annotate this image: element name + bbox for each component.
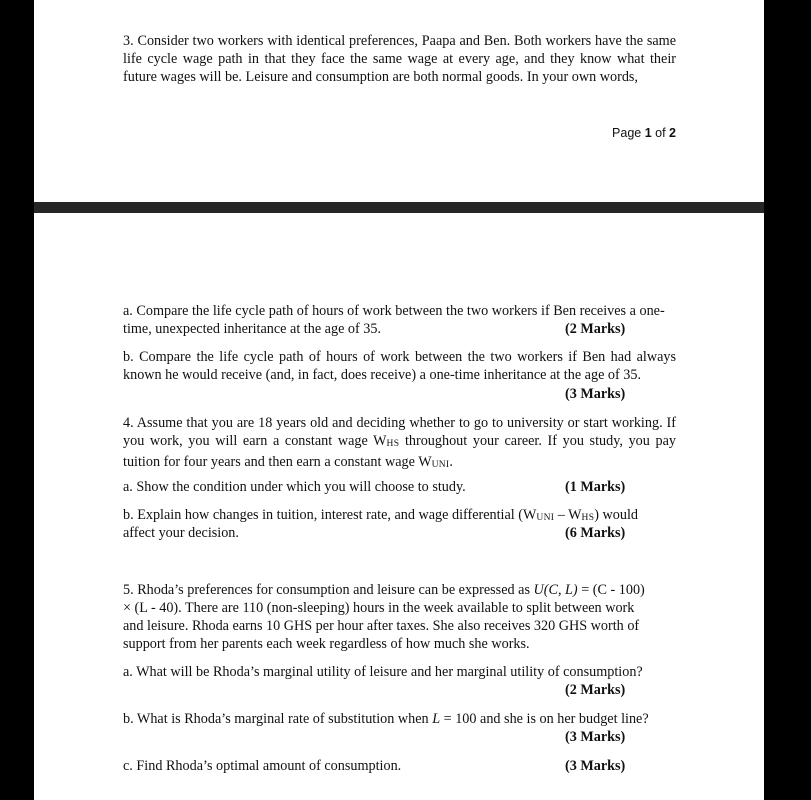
question-5-line4: support from her parents each week regardless of how much she works. — [123, 636, 530, 652]
question-5a-text: a. What will be Rhoda’s marginal utility of leisure and her marginal utility of consumption? — [123, 664, 643, 680]
page-footer — [612, 126, 676, 140]
question-4b-line1: b. Explain how changes in tuition, interest rate, and wage differential $(W_{UNI} - W_{HS})$ would — [123, 507, 639, 523]
document-page-1 — [34, 0, 764, 202]
question-3-intro: 3. Consider two workers with identical preferences, Paapa and Ben. Both workers have the same life cycle wage path in that they face the same wage at every age, and they know what their future wages will be. Leisure and consumption are both normal goods. In your own words, — [123, 33, 676, 86]
page-current: 1 — [644, 126, 652, 140]
page-total: 2 — [669, 126, 676, 140]
question-4-text: 4. Assume that you are 18 years old and deciding whether to go to university or start working. If you work, you will earn a constant wage $W_{HS}$ throughout your career. If you study, you pay tuition for four years and then earn a constant wage $W_{UNI}$. — [123, 415, 676, 471]
question-3b-marks: (3 Marks) — [565, 386, 626, 402]
question-3b-text: b. Compare the life cycle path of hours of work between the two workers if Ben had always known he would receive (and, in fact, does receive) a one-time inheritance at the age of 35. — [123, 349, 676, 384]
question-4a-marks: (1 Marks) — [565, 479, 626, 495]
question-5-line3: and leisure. Rhoda earns 10 GHS per hour after taxes. She also receives 320 GHS worth of — [123, 618, 640, 634]
question-3a-marks: (2 Marks) — [565, 321, 626, 337]
question-5-line1: 5. Rhoda’s preferences for consumption and leisure can be expressed as U(C, L) = (C - 100) — [123, 582, 645, 598]
question-3a-line1: a. Compare the life cycle path of hours of work between the two workers if Ben receives a one- — [123, 303, 665, 319]
page-footer-prefix: Page — [612, 126, 645, 140]
question-5b-marks: (3 Marks) — [565, 729, 626, 745]
question-4a-text: a. Show the condition under which you will choose to study. — [123, 479, 466, 495]
page-separator — [34, 202, 764, 213]
question-5-line2: × (L - 40). There are 110 (non-sleeping) hours in the week available to split between work — [123, 600, 635, 616]
question-5a-marks: (2 Marks) — [565, 682, 626, 698]
question-3a-line2: time, unexpected inheritance at the age of 35. — [123, 321, 382, 337]
subscript-uni: UNI — [431, 460, 450, 471]
question-4b-line2: affect your decision. — [123, 525, 239, 541]
subscript-hs: HS — [386, 439, 400, 450]
question-4b-marks: (6 Marks) — [565, 525, 626, 541]
question-5c-marks: (3 Marks) — [565, 758, 626, 774]
question-5b-text: b. What is Rhoda’s marginal rate of substitution when L = 100 and she is on her budget line? — [123, 711, 649, 727]
document-page-2 — [34, 213, 764, 800]
page-footer-sep: of — [651, 126, 670, 140]
question-5c-text: c. Find Rhoda’s optimal amount of consumption. — [123, 758, 402, 774]
